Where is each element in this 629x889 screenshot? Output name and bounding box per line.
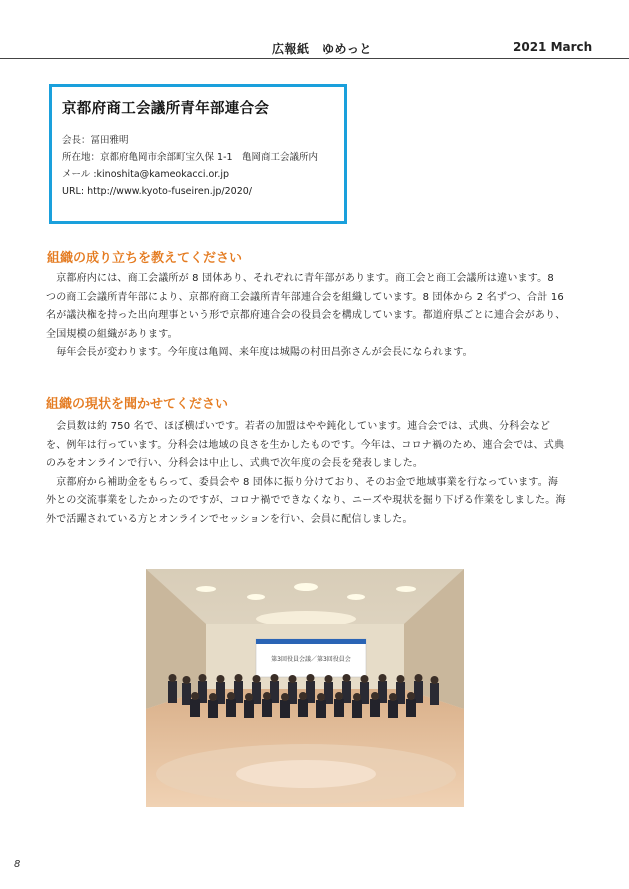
organization-name: 京都府商工会議所青年部連合会	[62, 101, 270, 117]
chairperson-line: 会長：冨田雅明	[62, 135, 129, 146]
group-photo	[146, 569, 464, 807]
newsletter-title: 広報紙 ゆめっと	[272, 42, 372, 56]
address-line: 所在地：京都府亀岡市余部町宝久保 1-1 亀岡商工会議所内	[62, 152, 319, 163]
banner-text: 第3回役員会議／第3回役員会	[271, 656, 351, 663]
section-heading-origin: 組織の成り立ちを教えてください	[47, 251, 243, 266]
section-heading-status: 組織の現状を聞かせてください	[46, 397, 229, 412]
section-body-status	[46, 418, 566, 529]
header-divider	[0, 58, 629, 59]
organization-info-box	[49, 84, 347, 224]
email-line: メール :kinoshita@kameokacci.or.jp	[62, 169, 230, 180]
url-line: URL: http://www.kyoto-fuseiren.jp/2020/	[62, 186, 252, 197]
page-number: 8	[14, 859, 21, 870]
paragraph: 毎年会長が変わります。今年度は亀岡、来年度は城陽の村田昌弥さんが会長になられます。	[46, 347, 473, 358]
group-photo-illustration	[146, 569, 464, 807]
section-body-origin	[46, 270, 566, 363]
paragraph: 京都府から補助金をもらって、委員会や 8 団体に振り分けており、そのお金で地域事業を行なっています。海外との交流事業をしたかったのですが、コロナ禍でできなくなり、ニーズや現状を掘り下げる作業をしました。海外で活躍されている方とオンラインでセッションを行い、会員に配信しました。	[46, 476, 566, 525]
paragraph: 会員数は約 750 名で、ほぼ横ばいです。若者の加盟はやや鈍化しています。連合会では、式典、分科会などを、例年は行っています。分科会は地域の良さを生かしたものです。今年は、コロナ禍のため、連合会では、式典のみをオンラインで行い、分科会は中止し、式典で次年度の会長を発表しました。	[46, 421, 565, 469]
paragraph: 京都府内には、商工会議所が 8 団体あり、それぞれに青年部があります。商工会と商工会議所は違います。8 つの商工会議所青年部により、京都府商工会議所青年部連合会を組織しています。8 団体から 2 名ずつ、合計 16 名が議決権を持った出向理事という形で京都府連合会の役員会を構成しています。都道府県ごとに連合会があり、全国規模の組織があります。	[46, 273, 566, 340]
issue-date: 2021 March	[513, 40, 593, 54]
